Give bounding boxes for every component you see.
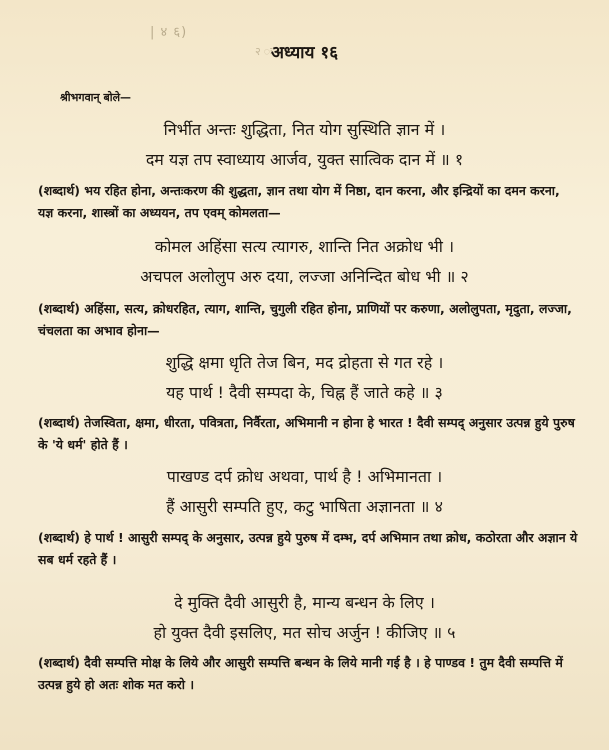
verse-line: दम यज्ञ तप स्वाध्याय आर्जव, युक्त सात्विक दान में ॥ १ xyxy=(145,150,464,169)
bleed-through-text: | ४ ६) xyxy=(150,25,188,40)
verse-line: निर्भीत अन्तः शुद्धिता, नित योग सुस्थिति ज्ञान में । xyxy=(163,120,446,139)
speaker-label: श्रीभगवान् बोले— xyxy=(60,91,132,104)
verse-meaning xyxy=(38,412,578,456)
verse-meaning-text: (शब्दार्थ) हे पार्थ ! आसुरी सम्पद् के अनुसार, उत्पन्न हुये पुरुष में दम्भ, दर्प अभिमान तथा क्रोध, कठोरता और अज्ञान ये सब धर्म रहते हैं । xyxy=(38,530,578,567)
verse-line: शुद्धि क्षमा धृति तेज बिन, मद द्रोहता से गत रहे । xyxy=(165,353,444,372)
verse-line: यह पार्थ ! दैवी सम्पदा के, चिह्न हैं जाते कहे ॥ ३ xyxy=(166,383,443,402)
bleed-through-text: २ ः xyxy=(255,45,273,58)
verse-meaning xyxy=(38,652,578,696)
verse-line: पाखण्ड दर्प क्रोध अथवा, पार्थ है ! अभिमानता । xyxy=(166,467,443,486)
verse-meaning xyxy=(38,180,578,224)
verse-meaning xyxy=(38,527,578,571)
verse-meaning xyxy=(38,298,578,342)
verse-meaning-text: (शब्दार्थ) दैवी सम्पत्ति मोक्ष के लिये और आसुरी सम्पत्ति बन्धन के लिये मानी गई है । हे पाण्डव ! तुम दैवी सम्पत्ति में उत्पन्न हुये हो अतः शोक मत करो । xyxy=(38,655,563,692)
verse-meaning-text: (शब्दार्थ) भय रहित होना, अन्तःकरण की शुद्धता, ज्ञान तथा योग में निष्ठा, दान करना, और इन्द्रियों का दमन करना, यज्ञ करना, शास्त्रों का अध्ययन, तप एवम् कोमलता— xyxy=(38,183,560,220)
chapter-heading: अध्याय १६ xyxy=(270,43,339,63)
verse-meaning-text: (शब्दार्थ) अहिंसा, सत्य, क्रोधरहित, त्याग, शान्ति, चुगुली रहित होना, प्राणियों पर करुणा, अलोलुपता, मृदुता, लज्जा, चंचलता का अभाव होना— xyxy=(38,301,572,338)
verse-line: दे मुक्ति दैवी आसुरी है, मान्य बन्धन के लिए । xyxy=(174,593,435,612)
verse-line: हो युक्त दैवी इसलिए, मत सोच अर्जुन ! कीजिए ॥ ५ xyxy=(153,623,456,642)
verse-line: हैं आसुरी सम्पति हुए, कटु भाषिता अज्ञानता ॥ ४ xyxy=(166,497,443,516)
verse-line: अचपल अलोलुप अरु दया, लज्जा अनिन्दित बोध भी ॥ २ xyxy=(140,267,469,286)
verse-line: कोमल अहिंसा सत्य त्यागरु, शान्ति नित अक्रोध भी । xyxy=(154,237,455,256)
verse-meaning-text: (शब्दार्थ) तेजस्विता, क्षमा, धीरता, पवित्रता, निर्वैरता, अभिमानी न होना हे भारत ! दैवी सम्पद् अनुसार उत्पन्न हुये पुरुष के 'ये धर्म' होते हैं । xyxy=(38,415,575,452)
